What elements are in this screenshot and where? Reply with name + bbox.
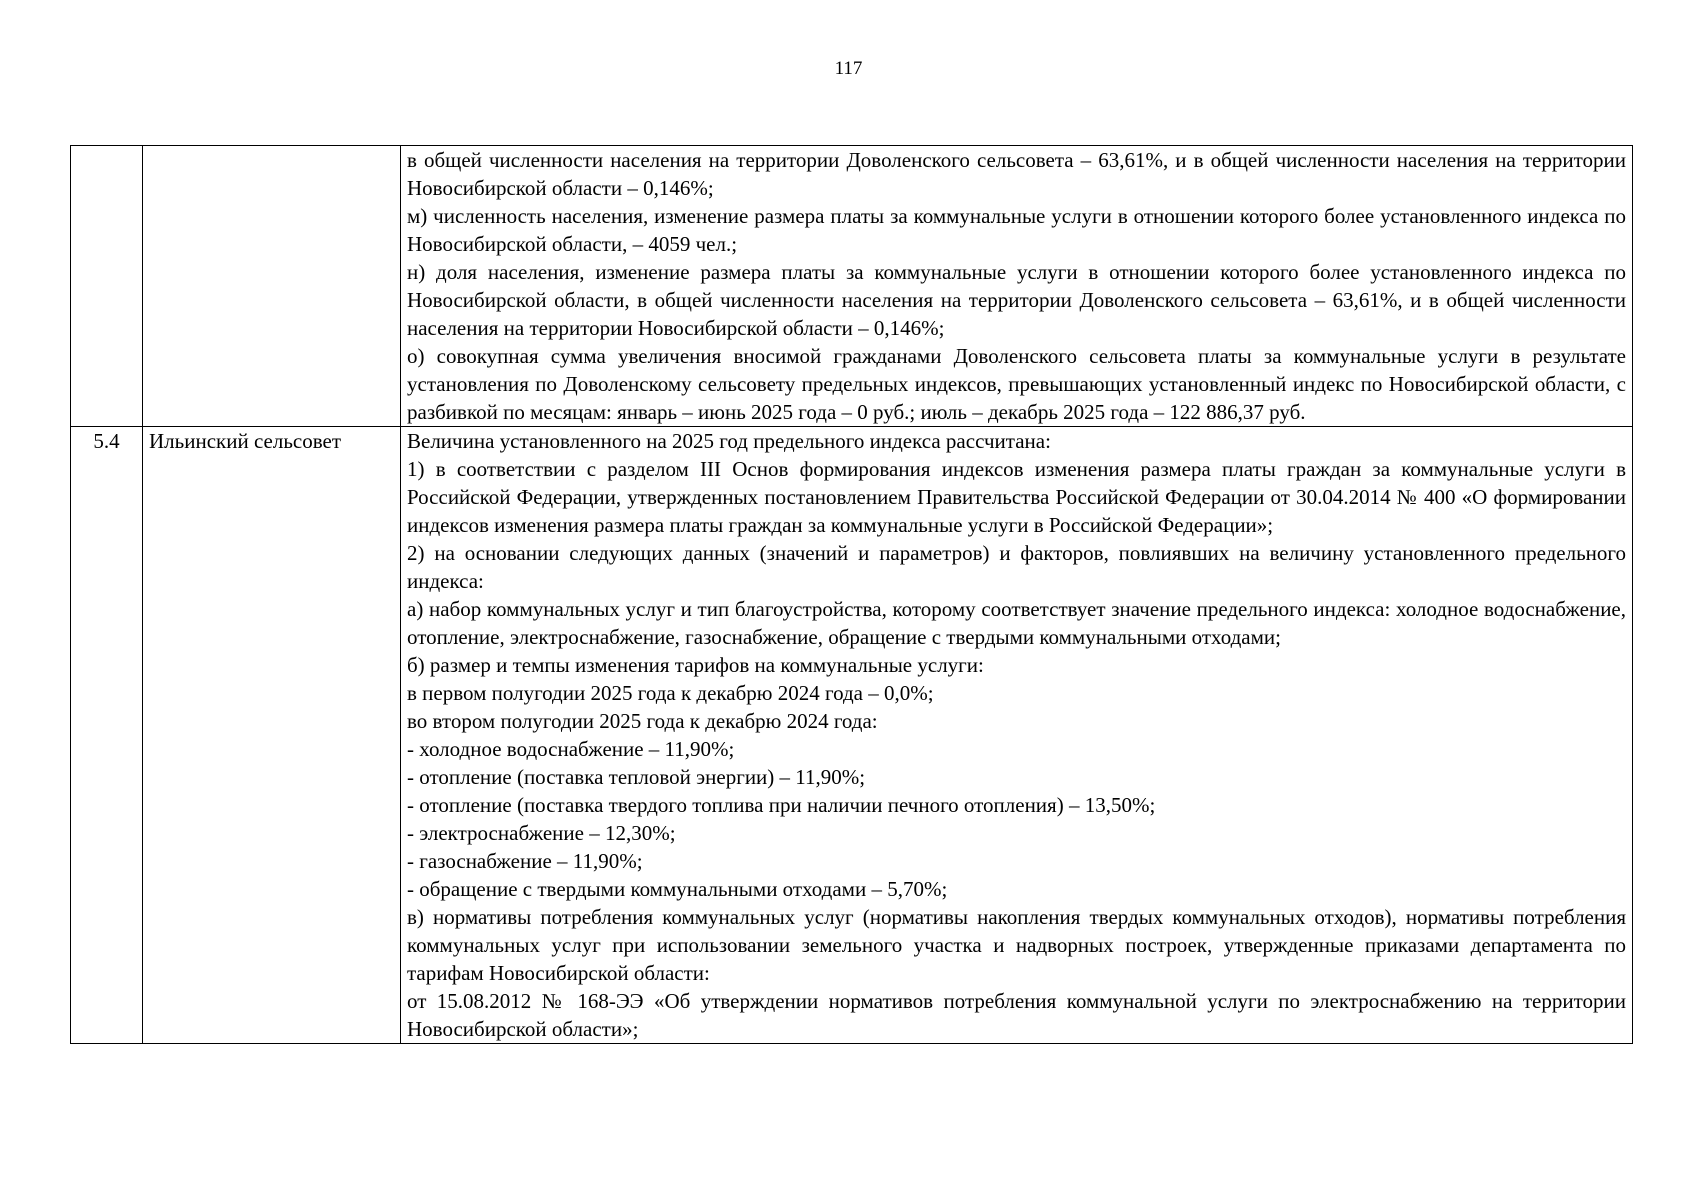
- row-number-cell: 5.4: [71, 427, 143, 1044]
- paragraph: - холодное водоснабжение – 11,90%;: [407, 737, 735, 761]
- paragraph: - отопление (поставка твердого топлива при наличии печного отопления) – 13,50%;: [407, 793, 1156, 817]
- paragraph: от 15.08.2012 № 168-ЭЭ «Об утверждении нормативов потребления коммунальной услуги по электроснабжению на территории Новосибирской области»;: [407, 989, 1626, 1041]
- paragraph: - обращение с твердыми коммунальными отходами – 5,70%;: [407, 877, 948, 901]
- document-table: [70, 145, 1633, 1044]
- page-number: 117: [834, 58, 863, 79]
- description-cell: [401, 146, 1633, 427]
- paragraph: Величина установленного на 2025 год предельного индекса рассчитана:: [407, 429, 1051, 453]
- row-number-cell: [71, 146, 143, 427]
- table-row: [71, 427, 1633, 1044]
- description-cell: [401, 427, 1633, 1044]
- paragraph: б) размер и темпы изменения тарифов на коммунальные услуги:: [407, 653, 984, 677]
- paragraph: а) набор коммунальных услуг и тип благоустройства, которому соответствует значение предельного индекса: холодное водоснабжение, отопление, электроснабжение, газоснабжение, обращение с твердыми коммунальными отходами;: [407, 597, 1626, 649]
- paragraph: - отопление (поставка тепловой энергии) – 11,90%;: [407, 765, 866, 789]
- paragraph: в общей численности населения на территории Доволенского сельсовета – 63,61%, и в общей численности населения на территории Новосибирской области – 0,146%;: [407, 148, 1626, 200]
- paragraph: во втором полугодии 2025 года к декабрю 2024 года:: [407, 709, 878, 733]
- paragraph: в первом полугодии 2025 года к декабрю 2024 года – 0,0%;: [407, 681, 934, 705]
- paragraph: - газоснабжение – 11,90%;: [407, 849, 643, 873]
- paragraph: н) доля населения, изменение размера платы за коммунальные услуги в отношении которого более установленного индекса по Новосибирской области, в общей численности населения на территории Доволенского сельсовета – 63,61%, и в общей численности населения на территории Новосибирской области – 0,146%;: [407, 260, 1626, 340]
- paragraph: - электроснабжение – 12,30%;: [407, 821, 676, 845]
- municipality-name-cell: Ильинский сельсовет: [143, 427, 401, 1044]
- table-row: [71, 146, 1633, 427]
- paragraph: 1) в соответствии с разделом III Основ формирования индексов изменения размера платы граждан за коммунальные услуги в Российской Федерации, утвержденных постановлением Правительства Российской Федерации от 30.04.2014 № 400 «О формировании индексов изменения размера платы граждан за коммунальные услуги в Российской Федерации»;: [407, 457, 1626, 537]
- paragraph: 2) на основании следующих данных (значений и параметров) и факторов, повлиявших на величину установленного предельного индекса:: [407, 541, 1626, 593]
- paragraph: о) совокупная сумма увеличения вносимой гражданами Доволенского сельсовета платы за коммунальные услуги в результате установления по Доволенскому сельсовету предельных индексов, превышающих установленный индекс по Новосибирской области, с разбивкой по месяцам: январь – июнь 2025 года – 0 руб.; июль – декабрь 2025 года – 122 886,37 руб.: [407, 344, 1626, 424]
- municipality-name-cell: [143, 146, 401, 427]
- paragraph: в) нормативы потребления коммунальных услуг (нормативы накопления твердых коммунальных отходов), нормативы потребления коммунальных услуг при использовании земельного участка и надворных построек, утвержденные приказами департамента по тарифам Новосибирской области:: [407, 905, 1626, 985]
- paragraph: м) численность населения, изменение размера платы за коммунальные услуги в отношении которого более установленного индекса по Новосибирской области, – 4059 чел.;: [407, 204, 1626, 256]
